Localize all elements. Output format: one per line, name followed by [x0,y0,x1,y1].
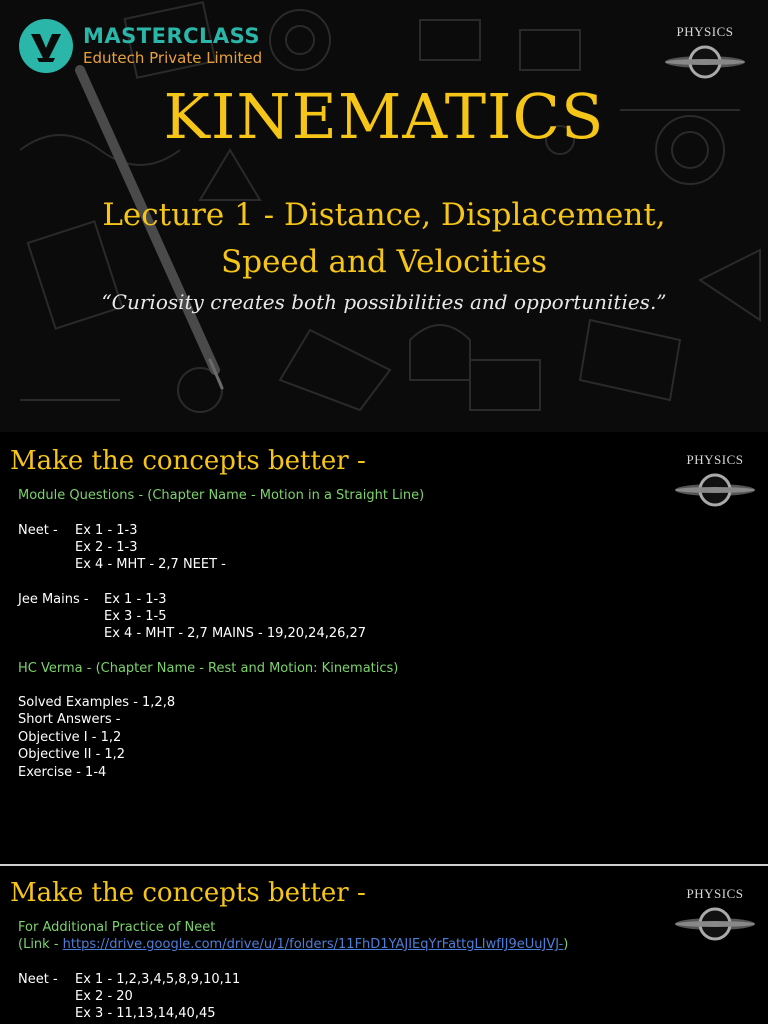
physics-badge-label: PHYSICS [676,24,734,39]
neet-item: Ex 3 - 11,13,14,40,45 [75,1006,216,1021]
black-hole-icon [673,468,757,512]
hc-item: Exercise - 1-4 [18,765,107,780]
hc-item: Solved Examples - 1,2,8 [18,695,176,710]
link-suffix: ) [563,937,569,952]
additional-practice-line: For Additional Practice of Neet [18,920,216,935]
neet-label: Neet - [18,972,58,987]
slide-title: KINEMATICS [163,80,605,153]
black-hole-icon [673,902,757,946]
link-line [18,937,568,952]
physics-badge [655,18,755,88]
neet-item: Ex 2 - 1-3 [75,540,138,555]
link-prefix: (Link - [18,937,63,952]
physics-badge-label: PHYSICS [686,452,744,467]
quote: “Curiosity creates both possibilities and opportunities.” [101,290,667,314]
section-heading: Make the concepts better - [10,446,366,476]
lecture-subtitle-line2: Speed and Velocities [221,244,547,280]
physics-badge [665,446,765,516]
neet-item: Ex 1 - 1-3 [75,523,138,538]
physics-badge [665,880,765,950]
hc-verma-header: HC Verma - (Chapter Name - Rest and Motion: Kinematics) [18,661,399,676]
jee-item: Ex 3 - 1-5 [104,609,167,624]
module-questions-header: Module Questions - (Chapter Name - Motion in a Straight Line) [18,488,425,503]
physics-badge-label: PHYSICS [686,886,744,901]
neet-item: Ex 1 - 1,2,3,4,5,8,9,10,11 [75,972,241,987]
section-heading: Make the concepts better - [10,878,366,908]
neet-item: Ex 2 - 20 [75,989,133,1004]
hc-item: Short Answers - [18,712,121,727]
practice-slide-1 [0,432,768,864]
neet-item: Ex 4 - MHT - 2,7 NEET - [75,557,226,572]
title-slide [0,0,768,432]
practice-slide-2 [0,866,768,1024]
jee-mains-label: Jee Mains - [18,592,89,607]
brand-name: MASTERCLASS [83,24,260,48]
lecture-subtitle-line1: Lecture 1 - Distance, Displacement, [102,197,666,233]
jee-item: Ex 1 - 1-3 [104,592,167,607]
brand-logo [18,18,262,74]
neet-label: Neet - [18,523,58,538]
brand-subtitle: Edutech Private Limited [83,49,263,67]
hc-item: Objective II - 1,2 [18,747,126,762]
hc-item: Objective I - 1,2 [18,730,122,745]
jee-item: Ex 4 - MHT - 2,7 MAINS - 19,20,24,26,27 [104,626,367,641]
black-hole-icon [663,40,747,84]
masterclass-logo-icon [18,18,74,74]
drive-link[interactable]: https://drive.google.com/drive/u/1/folders/11FhD1YAJIEqYrFattgLIwfIJ9eUuJVJ- [62,937,564,952]
